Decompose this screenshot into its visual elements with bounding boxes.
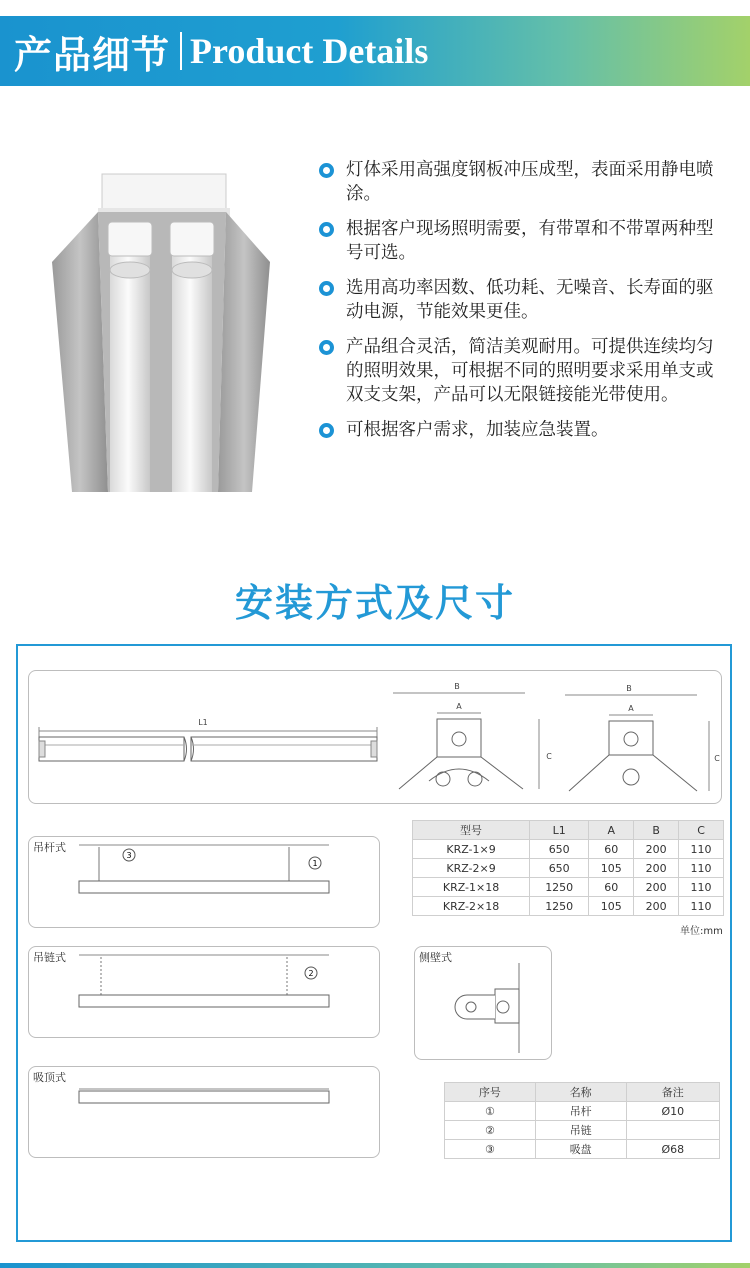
mount-rod-box [28, 836, 380, 928]
parts-header-cell: 备注 [626, 1083, 719, 1102]
spec-table [412, 820, 724, 916]
spec-cell: 1250 [530, 897, 589, 916]
spec-cell: 110 [679, 878, 724, 897]
spec-cell: KRZ-2×9 [413, 859, 530, 878]
dim-label-c-2: C [714, 754, 720, 763]
dimension-drawing-box [28, 670, 722, 804]
table-row [445, 1140, 720, 1159]
spec-cell: 1250 [530, 878, 589, 897]
install-spec-frame [16, 644, 732, 1242]
feature-text: 可根据客户需求，加装应急装置。 [346, 420, 609, 440]
mount-chain-label: 吊链式 [33, 951, 66, 964]
table-row [445, 1121, 720, 1140]
feature-text: 选用高功率因数、低功耗、无噪音、长寿面的驱动电源，节能效果更佳。 [346, 278, 714, 322]
callout-3: 3 [126, 851, 132, 860]
spec-cell: 105 [589, 859, 634, 878]
spec-cell: 105 [589, 897, 634, 916]
parts-cell [626, 1121, 719, 1140]
install-section-title: 安装方式及尺寸 [234, 580, 515, 625]
mount-chain-box [28, 946, 380, 1038]
spec-cell: 650 [530, 859, 589, 878]
feature-item [318, 158, 728, 206]
spec-cell: KRZ-2×18 [413, 897, 530, 916]
callout-1: 1 [312, 859, 318, 868]
spec-cell: 200 [634, 840, 679, 859]
spec-cell: 110 [679, 859, 724, 878]
spec-cell: 110 [679, 840, 724, 859]
spec-cell: KRZ-1×9 [413, 840, 530, 859]
parts-cell: 吸盘 [535, 1140, 626, 1159]
dim-label-a: A [456, 702, 462, 711]
footer-gradient-line [0, 1263, 750, 1268]
table-row [445, 1102, 720, 1121]
spec-cell: 60 [589, 878, 634, 897]
parts-cell: 吊链 [535, 1121, 626, 1140]
spec-header-cell: C [679, 821, 724, 840]
parts-cell: 吊杆 [535, 1102, 626, 1121]
callout-2: 2 [308, 969, 314, 978]
spec-cell: KRZ-1×18 [413, 878, 530, 897]
feature-item [318, 418, 728, 442]
bullet-ring-icon [319, 163, 334, 178]
header-separator [180, 32, 182, 70]
spec-cell: 200 [634, 897, 679, 916]
spec-header-cell: 型号 [413, 821, 530, 840]
spec-header-cell: B [634, 821, 679, 840]
table-row [413, 840, 724, 859]
table-row [413, 878, 724, 897]
feature-text: 灯体采用高强度钢板冲压成型，表面采用静电喷涂。 [346, 160, 714, 204]
dim-label-a-2: A [628, 704, 634, 713]
bullet-ring-icon [319, 423, 334, 438]
dim-label-b-2: B [626, 684, 632, 693]
dim-label-c: C [546, 752, 552, 761]
parts-cell: ① [445, 1102, 536, 1121]
product-image [50, 172, 272, 492]
feature-item [318, 335, 728, 407]
parts-table-header [445, 1083, 720, 1102]
bullet-ring-icon [319, 222, 334, 237]
dim-label-l1: L1 [198, 718, 208, 727]
mount-ceiling-label: 吸顶式 [33, 1071, 66, 1084]
parts-header-cell: 名称 [535, 1083, 626, 1102]
parts-cell: ② [445, 1121, 536, 1140]
mount-wall-label: 侧壁式 [419, 951, 452, 964]
feature-text: 根据客户现场照明需要，有带罩和不带罩两种型号可选。 [346, 219, 714, 263]
spec-header-cell: A [589, 821, 634, 840]
spec-cell: 110 [679, 897, 724, 916]
parts-cell: Ø10 [626, 1102, 719, 1121]
spec-cell: 200 [634, 878, 679, 897]
table-row [413, 897, 724, 916]
bullet-ring-icon [319, 340, 334, 355]
unit-label: 单位:mm [680, 926, 723, 937]
parts-header-cell: 序号 [445, 1083, 536, 1102]
parts-table [444, 1082, 720, 1159]
dim-label-b: B [454, 682, 460, 691]
parts-cell: ③ [445, 1140, 536, 1159]
feature-text: 产品组合灵活，简洁美观耐用。可提供连续均匀的照明效果，可根据不同的照明要求采用单支或双支支架，产品可以无限链接能光带使用。 [346, 337, 714, 405]
feature-item [318, 276, 728, 324]
feature-item [318, 217, 728, 265]
mount-rod-label: 吊杆式 [33, 841, 66, 854]
table-row [413, 859, 724, 878]
parts-cell: Ø68 [626, 1140, 719, 1159]
header-title-en: Product Details [190, 31, 429, 71]
spec-header-cell: L1 [530, 821, 589, 840]
header-title-cn: 产品细节 [14, 31, 171, 77]
spec-table-header [413, 821, 724, 840]
mount-ceiling-box [28, 1066, 380, 1158]
header-banner [0, 16, 750, 86]
spec-cell: 200 [634, 859, 679, 878]
spec-cell: 650 [530, 840, 589, 859]
spec-cell: 60 [589, 840, 634, 859]
feature-list [318, 158, 728, 453]
mount-wall-box [414, 946, 552, 1060]
bullet-ring-icon [319, 281, 334, 296]
